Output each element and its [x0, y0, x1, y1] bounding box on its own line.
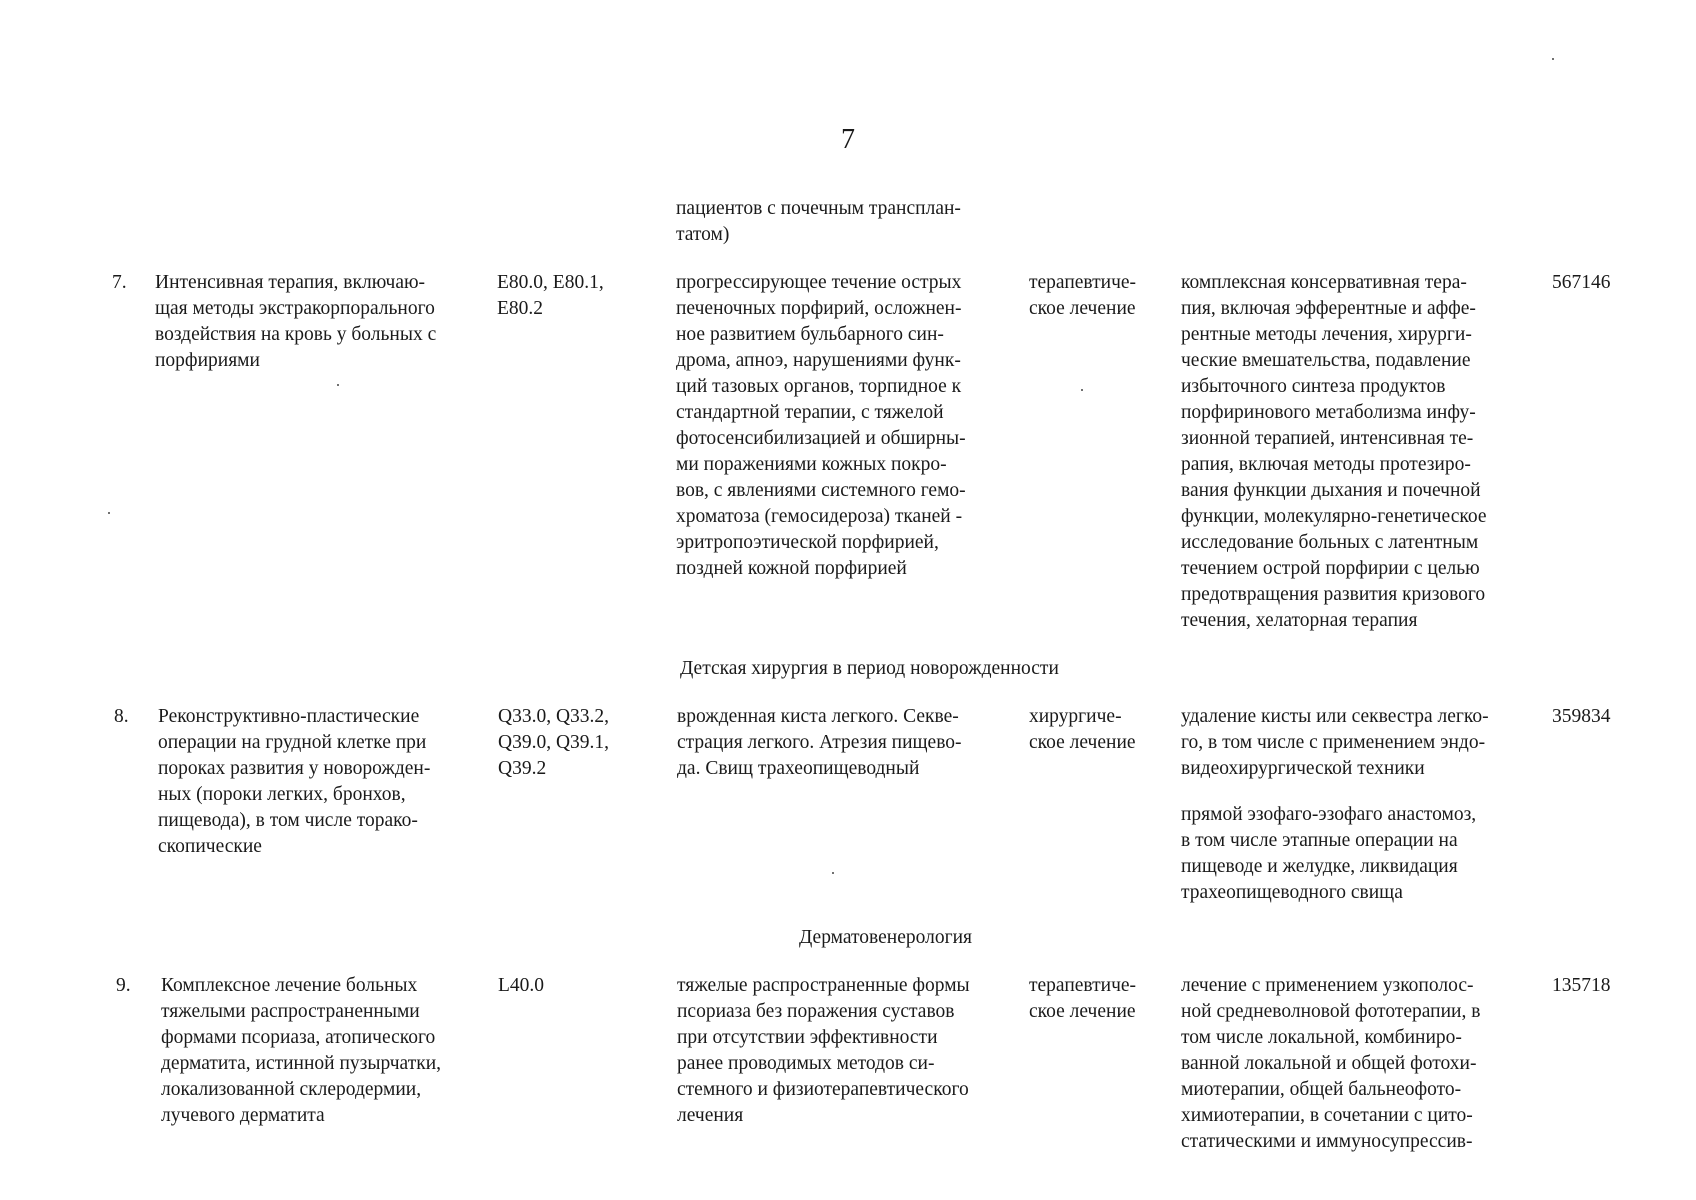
scan-speck — [337, 384, 339, 386]
scan-speck — [108, 512, 110, 514]
row-9-name: Комплексное лечение больных тяжелыми распространенными формами псориаза, атопического дерматита, истинной пузырчатки, локализованной склеродермии, лучевого дерматита — [161, 975, 442, 1126]
row-9-patient-model: тяжелые распространенные формы псориаза без поражения суставов при отсутствии эффективности ранее проводимых методов си- стемного и физиотерапевтического лечения — [677, 975, 970, 1126]
row-9-cost: 135718 — [1552, 975, 1611, 996]
row-8-cost: 359834 — [1552, 706, 1611, 727]
row-7-name: Интенсивная терапия, включаю- щая методы экстракорпорального воздействия на кровь у больных с порфириями — [155, 272, 437, 371]
row-7-codes: E80.0, E80.1, E80.2 — [497, 272, 604, 319]
continuation-model-text: пациентов с почечным трансплан- татом) — [676, 198, 961, 245]
row-7-treatment-type: терапевтиче- ское лечение — [1029, 272, 1137, 319]
scan-speck — [1552, 58, 1554, 60]
row-8-treatment-method-2: прямой эзофаго-эзофаго анастомоз, в том числе этапные операции на пищеводе и желудке, ликвидация трахеопищеводного свища — [1181, 804, 1477, 903]
row-7-patient-model: прогрессирующее течение острых печеночных порфирий, осложнен- ное развитием бульбарного син- дрома, апноэ, нарушениями функ- ций тазовых органов, торпидное к стандартной терапии, с тяжелой фотосенсибилизацией и обширны- ми поражениями кожных покро- вов, с явлениями системного гемо- хроматоза (гемосидероза) тканей - эритропоэтической порфирией, поздней кожной порфирией — [676, 272, 966, 579]
scan-speck — [832, 872, 834, 874]
row-7-cost: 567146 — [1552, 272, 1611, 293]
row-9-treatment-method: лечение с применением узкополос- ной средневолновой фототерапии, в том числе локальной, комбиниро- ванной локальной и общей фотохи- миотерапии, общей бальнеофото- химиотерапии, в сочетании с цито- статическими и иммуносупрессив- — [1181, 975, 1481, 1152]
row-8-codes: Q33.0, Q33.2, Q39.0, Q39.1, Q39.2 — [498, 706, 610, 779]
scan-speck — [1081, 389, 1083, 391]
row-7-treatment-method: комплексная консервативная тера- пия, включая эфферентные и аффе- рентные методы лечения, хирурги- ческие вмешательства, подавление избыточного синтеза продуктов порфиринового метаболизма инфу- зионной терапией, интенсивная те- рапия, включая методы протезиро- вания функции дыхания и почечной функции, молекулярно-генетическое исследование больных с латентным течением острой порфирии с целью предотвращения развития кризового течения, хелаторная терапия — [1181, 272, 1487, 631]
row-9-codes: L40.0 — [498, 975, 545, 996]
row-9-number: 9. — [116, 975, 131, 996]
row-8-treatment-method-1: удаление кисты или секвестра легко- го, в том числе с применением эндо- видеохирургической техники — [1181, 706, 1489, 779]
section-heading-dermatovenereology: Дерматовенерология — [799, 927, 972, 948]
row-7-number: 7. — [112, 272, 127, 293]
row-9-treatment-type: терапевтиче- ское лечение — [1029, 975, 1137, 1022]
row-8-name: Реконструктивно-пластические операции на грудной клетке при пороках развития у новорожден- ных (пороки легких, бронхов, пищевода), в том числе торако- скопические — [158, 706, 431, 857]
section-heading-pediatric-surgery: Детская хирургия в период новорожденности — [680, 658, 1059, 679]
row-8-number: 8. — [114, 706, 129, 727]
row-8-treatment-type: хирургиче- ское лечение — [1029, 706, 1136, 753]
row-8-patient-model: врожденная киста легкого. Секве- страция легкого. Атрезия пищево- да. Свищ трахеопищеводный — [677, 706, 962, 779]
page-number: 7 — [841, 124, 855, 155]
